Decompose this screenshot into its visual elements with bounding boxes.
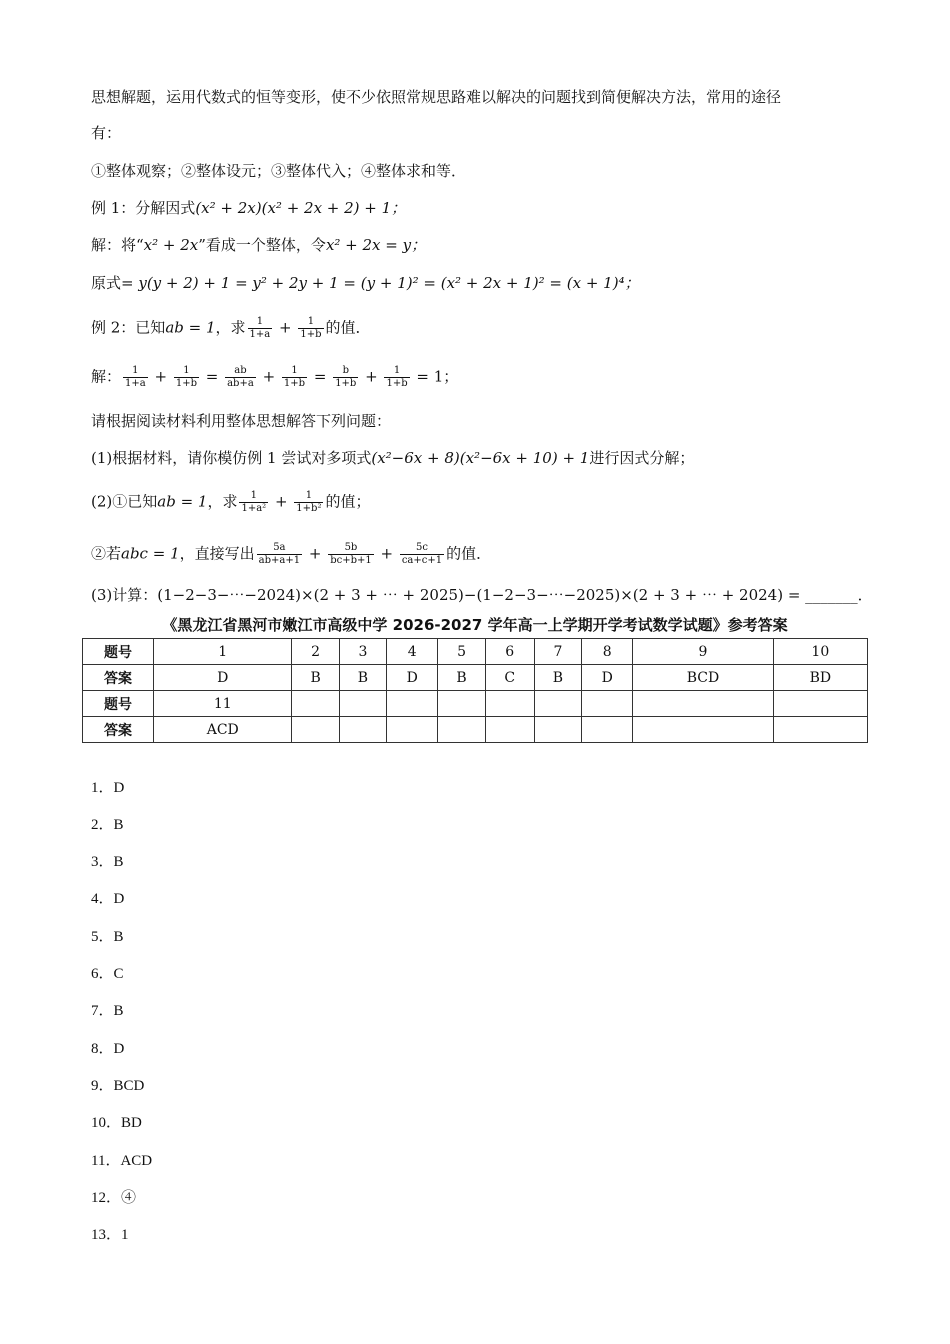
table-cell: B	[339, 665, 386, 691]
question-1	[91, 447, 694, 469]
list-item: 12．④	[91, 1190, 137, 1206]
example1-orig-prefix: 原式	[91, 274, 122, 292]
table-cell: 4	[387, 639, 438, 665]
table-cell: B	[292, 665, 339, 691]
list-item: 13．1	[91, 1227, 129, 1243]
fraction: $\frac{ab}{ab+a}$	[227, 365, 254, 389]
table-row	[83, 665, 868, 691]
example2-ask: ，求	[215, 318, 246, 337]
table-cell: ACD	[154, 717, 292, 743]
table-cell: 5	[438, 639, 485, 665]
table-cell: D	[154, 665, 292, 691]
question-2a: (2)①已知ab = 1，求 $\frac{1}{\text{1+a²}}$ + $\frac{1}{\text{1+b²}}$ 的值；	[91, 490, 371, 514]
table-cell	[773, 717, 867, 743]
table-cell: 1	[154, 639, 292, 665]
table-cell: B	[534, 665, 581, 691]
example1-sol-mid: ”看成一个整体，令	[198, 236, 326, 254]
list-item: 4．D	[91, 891, 125, 907]
table-cell	[292, 691, 339, 717]
table-header-cell: 题号	[83, 691, 154, 717]
example1-expr: (x² + 2x)(x² + 2x + 2) + 1；	[195, 199, 407, 217]
table-row	[83, 717, 868, 743]
example2-label: 例 2：已知	[91, 318, 166, 337]
q2-prefix: (2)①已知	[91, 492, 158, 511]
table-cell	[339, 691, 386, 717]
fraction: $\frac{5a}{ab+a+1}$	[258, 542, 301, 566]
q1-expr: (x²−6x + 8)(x²−6x + 10) + 1	[371, 449, 590, 467]
table-cell: C	[485, 665, 534, 691]
table-cell: 6	[485, 639, 534, 665]
table-cell	[438, 717, 485, 743]
list-item: 8．D	[91, 1041, 125, 1057]
fraction: $\frac{1}{1+a}$	[249, 316, 271, 340]
table-cell: 3	[339, 639, 386, 665]
example1-solution	[91, 234, 426, 256]
table-header-cell: 题号	[83, 639, 154, 665]
fraction: $\frac{1}{1+b}$	[175, 365, 197, 389]
answer-table	[82, 638, 868, 743]
table-cell: BCD	[633, 665, 773, 691]
list-item: 3．B	[91, 854, 124, 870]
table-cell	[387, 717, 438, 743]
table-header-cell: 答案	[83, 717, 154, 743]
q2b-prefix: ②若	[91, 544, 122, 563]
table-cell: 2	[292, 639, 339, 665]
fraction: $\frac{1}{1+b}$	[386, 365, 408, 389]
fraction: $\frac{b}{1+b}$	[335, 365, 357, 389]
example2-solution: 解： $\frac{1}{1+a}$ + $\frac{1}{1+b}$ = $\frac{ab}{ab+a}$ + $\frac{1}{1+b}$ = $\frac{b}{1+b}$ + $\frac{1}{1+b}$ = 1；	[91, 365, 459, 389]
fraction: $\frac{1}{1+a}$	[125, 365, 146, 389]
list-item: 11．ACD	[91, 1153, 153, 1169]
table-cell	[582, 717, 633, 743]
table-cell: D	[582, 665, 633, 691]
fraction: $\frac{1}{1+b}$	[283, 365, 306, 389]
table-cell: B	[438, 665, 485, 691]
q2-ask: ，求	[207, 492, 238, 511]
intro-paragraph-1: 思想解题，运用代数式的恒等变形，使不少依照常规思路难以解决的问题找到简便解决方法，常用的途径	[91, 88, 782, 106]
table-cell	[633, 717, 773, 743]
table-cell: 8	[582, 639, 633, 665]
example1-sol-var: x² + 2x	[143, 236, 199, 254]
example1-label: 例 1：分解因式	[91, 199, 196, 217]
table-header-cell: 答案	[83, 665, 154, 691]
list-item: 6．C	[91, 966, 124, 982]
list-item: 9．BCD	[91, 1078, 145, 1094]
fraction: $\frac{1}{1+b}$	[300, 316, 322, 340]
q2-end: 的值；	[325, 492, 371, 511]
table-cell: 7	[534, 639, 581, 665]
table-row	[83, 691, 868, 717]
q1-prefix: (1)根据材料，请你模仿例 1 尝试对多项式	[91, 449, 372, 467]
fraction: $\frac{1}{\text{1+a²}}$	[241, 490, 267, 514]
intro-paragraph-3: ①整体观察；②整体设元；③整体代入；④整体求和等．	[91, 162, 467, 180]
q2b-ask: ，直接写出	[179, 544, 255, 563]
example2-line: 例 2：已知ab = 1，求 $\frac{1}{1+a}$ + $\frac{1}{1+b}$ 的值．	[91, 316, 371, 340]
table-cell: BD	[773, 665, 867, 691]
list-item: 2．B	[91, 817, 124, 833]
example1-original	[91, 272, 640, 294]
example1-sol-sub: x² + 2x = y；	[325, 236, 427, 254]
example1-sol-prefix: 解：将“	[91, 236, 144, 254]
table-cell	[773, 691, 867, 717]
table-cell	[438, 691, 485, 717]
table-cell	[534, 691, 581, 717]
table-row	[83, 639, 868, 665]
list-item: 1．D	[91, 780, 125, 796]
questions-lead: 请根据阅读材料利用整体思想解答下列问题：	[91, 412, 392, 430]
table-cell	[485, 717, 534, 743]
table-cell	[339, 717, 386, 743]
table-cell	[633, 691, 773, 717]
intro-paragraph-2: 有：	[91, 124, 122, 142]
fraction: $\frac{1}{\text{1+b²}}$	[296, 490, 322, 514]
example1-line	[91, 197, 406, 219]
example1-orig-expr: = y(y + 2) + 1 = y² + 2y + 1 = (y + 1)² = (x² + 2x + 1)² = (x + 1)⁴；	[121, 274, 640, 292]
question-2b: ②若abc = 1，直接写出 $\frac{5a}{ab+a+1}$ + $\frac{5b}{bc+b+1}$ + $\frac{5c}{ca+c+1}$ 的值．	[91, 542, 492, 566]
q1-suffix: 进行因式分解；	[589, 449, 695, 467]
table-cell	[534, 717, 581, 743]
list-item: 5．B	[91, 929, 124, 945]
question-3: (3)计算：(1−2−3−⋯−2024)×(2 + 3 + ⋯ + 2025)−(1−2−3−⋯−2025)×(2 + 3 + ⋯ + 2024) = _______．	[91, 586, 873, 604]
list-item: 10．BD	[91, 1115, 142, 1131]
example2-sol-label: 解：	[91, 367, 122, 386]
q2b-cond: abc = 1	[121, 544, 180, 563]
table-cell	[292, 717, 339, 743]
fraction: $\frac{5b}{bc+b+1}$	[330, 542, 372, 566]
fraction: $\frac{5c}{ca+c+1}$	[401, 542, 443, 566]
table-cell: 10	[773, 639, 867, 665]
table-cell	[485, 691, 534, 717]
example2-sol-end: = 1；	[416, 367, 459, 386]
q2-cond: ab = 1	[157, 492, 208, 511]
table-cell	[582, 691, 633, 717]
answer-title: 《黑龙江省黑河市嫩江市高级中学 2026-2027 学年高一上学期开学考试数学试题》参考答案	[162, 616, 788, 634]
example2-cond: ab = 1	[165, 318, 216, 337]
example2-ask-end: 的值．	[325, 318, 371, 337]
table-cell: 9	[633, 639, 773, 665]
table-cell	[387, 691, 438, 717]
table-cell: 11	[154, 691, 292, 717]
table-cell: D	[387, 665, 438, 691]
list-item: 7．B	[91, 1003, 124, 1019]
q2b-end: 的值．	[446, 544, 492, 563]
